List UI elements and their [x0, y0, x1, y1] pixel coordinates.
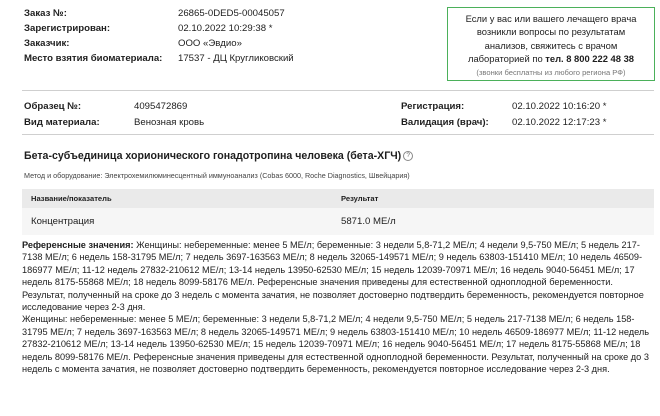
reference-values: [22, 239, 654, 375]
order-number-value: 26865-0DED5-00045057: [178, 8, 285, 19]
info-line-4-prefix: лабораторией по: [467, 53, 546, 65]
material-value: Венозная кровь: [134, 117, 205, 128]
collection-place-label: Место взятия биоматериала:: [24, 53, 163, 64]
test-method: Метод и оборудование: Электрохемилюминесцентный иммуноанализ (Cobas 6000, Roche Diagnostics, Швейцария): [24, 171, 410, 180]
sample-number-label: Образец №:: [24, 101, 82, 112]
registered-label: Зарегистрирован:: [24, 23, 111, 34]
table-row: [22, 208, 654, 235]
test-title-text: Бета-субъединица хорионического гонадотропина человека (бета-ХГЧ): [24, 150, 402, 162]
info-line-3: анализов, свяжитесь с врачом: [484, 39, 618, 51]
divider-top: [22, 90, 654, 91]
test-title: [24, 150, 413, 162]
help-icon[interactable]: ?: [403, 151, 413, 161]
row-result: 5871.0 МЕ/л: [341, 216, 396, 227]
sample-number-value: 4095472869: [134, 101, 188, 112]
free-call-note: (звонки бесплатны из любого региона РФ): [476, 67, 626, 77]
order-number-label: Заказ №:: [24, 8, 67, 19]
customer-value: ООО «Эвдио»: [178, 38, 242, 49]
registration-label: Регистрация:: [401, 101, 465, 112]
material-label: Вид материала:: [24, 117, 100, 128]
collection-place-value: 17537 - ДЦ Кругликовский: [178, 53, 294, 64]
row-name: Концентрация: [31, 216, 95, 227]
validation-value: 02.10.2022 12:17:23 *: [512, 117, 607, 128]
validation-label: Валидация (врач):: [401, 117, 489, 128]
reference-text-1: Женщины: небеременные: менее 5 МЕ/л; беременные: 3 недели 5,8-71,2 МЕ/л; 4 недели 9,5-750 МЕ/л; 5 недель 217-7138 МЕ/л; 6 недель 158-31795 МЕ/л; 7 недель 3697-163563 МЕ/л; 8 недель 32065-149571 МЕ/л; 9 недель 63803-151410 МЕ/л; 10 недель 46509-186977 МЕ/л; 11-12 недель 27832-210612 МЕ/л; 13-14 недель 13950-62530 МЕ/л; 15 недель 12039-70971 МЕ/л; 16 недель 9040-56451 МЕ/л; 17 недель 8175-55868 МЕ/л; 18 недель 8099-58176 МЕ/л. Референсные значения приведены для естественной одноплодной беременности. Результат, полученный на сроке до 3 недель с момента зачатия, не позволяет достоверно подтвердить беременность, рекомендуется повторное исследование через 2-3 дня.: [22, 240, 644, 313]
registration-value: 02.10.2022 10:16:20 *: [512, 101, 607, 112]
reference-paragraph-1: [22, 239, 654, 313]
lab-phone[interactable]: тел. 8 800 222 48 38: [545, 53, 635, 65]
info-line-4: [448, 52, 654, 65]
registered-value: 02.10.2022 10:29:38 *: [178, 23, 273, 34]
column-result-header: Результат: [341, 194, 379, 203]
customer-label: Заказчик:: [24, 38, 70, 49]
info-line-1: Если у вас или вашего лечащего врача: [465, 13, 637, 24]
column-name-header: Название/показатель: [31, 194, 112, 203]
results-table-header: [22, 189, 654, 208]
reference-label: Референсные значения:: [22, 240, 134, 250]
contact-info-box: [447, 7, 655, 81]
reference-paragraph-2: Женщины: небеременные: менее 5 МЕ/л; беременные: 3 недели 5,8-71,2 МЕ/л; 4 недели 9,5-750 МЕ/л; 5 недель 217-7138 МЕ/л; 6 недель 158-31795 МЕ/л; 7 недель 3697-163563 МЕ/л; 8 недель 32065-149571 МЕ/л; 9 недель 63803-151410 МЕ/л; 10 недель 46509-186977 МЕ/л; 11-12 недель 27832-210612 МЕ/л; 13-14 недель 13950-62530 МЕ/л; 15 недель 12039-70971 МЕ/л; 16 недель 9040-56451 МЕ/л; 17 недель 8175-55868 МЕ/л; 18 недель 8099-58176 МЕ/л. Референсные значения приведены для естественной одноплодной беременности. Результат, полученный на сроке до 3 недель с момента зачатия, не позволяет достоверно подтвердить беременность, рекомендуется повторное исследование через 2-3 дня.: [22, 314, 650, 375]
divider-middle: [22, 134, 654, 135]
info-line-2: возникли вопросы по результатам: [476, 26, 626, 38]
